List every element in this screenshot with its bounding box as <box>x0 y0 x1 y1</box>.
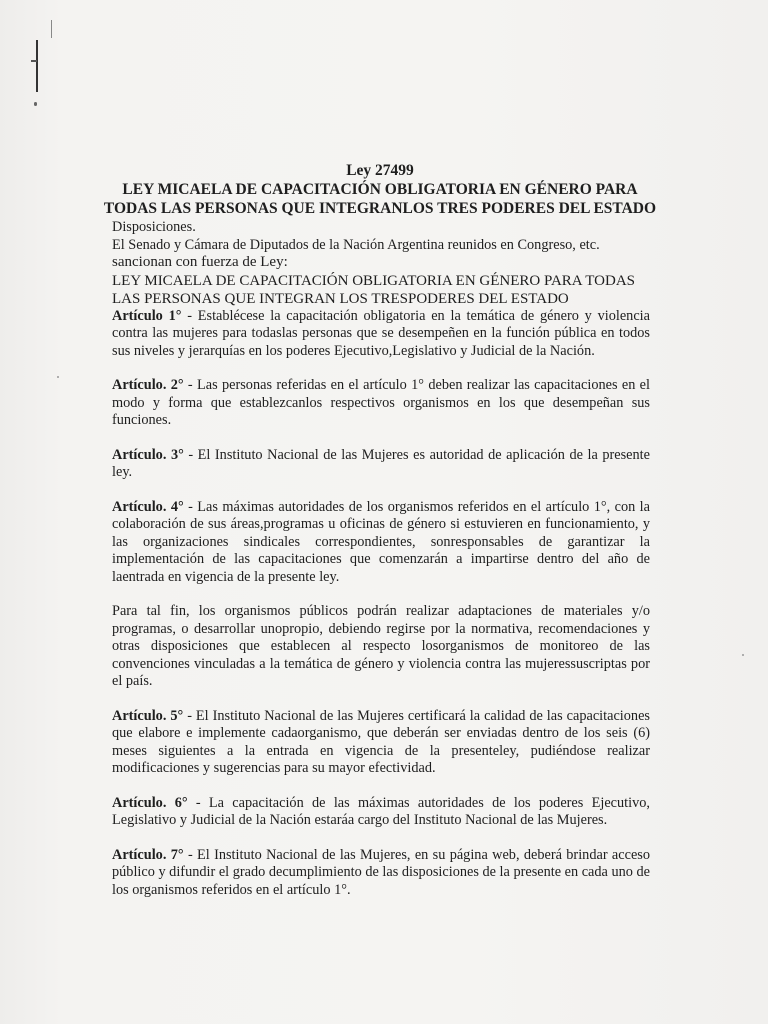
scan-speck <box>57 376 59 378</box>
repeated-title-line-2: LAS PERSONAS QUE INTEGRAN LOS TRESPODERES DEL ESTADO <box>112 290 569 307</box>
article-1 <box>112 308 650 361</box>
law-number: Ley 27499 <box>346 162 414 179</box>
article-text: - La capacitación de las máximas autoridades de los poderes Ejecutivo, Legislativo y Judicial de la Nación estaráa cargo del Instituto Nacional de las Mujeres. <box>112 794 650 828</box>
article-3 <box>112 447 650 482</box>
repeated-title <box>112 272 650 308</box>
disposiciones-label: Disposiciones. <box>112 219 196 235</box>
repeated-title-line-1: LEY MICAELA DE CAPACITACIÓN OBLIGATORIA EN GÉNERO PARA TODAS <box>112 272 636 289</box>
scan-artifact-line-faint <box>51 20 52 38</box>
article-2 <box>112 377 650 430</box>
law-title-line-1: LEY MICAELA DE CAPACITACIÓN OBLIGATORIA EN GÉNERO PARA <box>122 181 638 198</box>
document-body <box>112 219 650 916</box>
article-4-paragraph-2 <box>112 603 650 691</box>
scan-artifact-line <box>36 40 38 92</box>
article-label: Artículo 1° <box>112 307 182 324</box>
article-7 <box>112 847 650 900</box>
article-label: Artículo. 3° <box>112 446 184 463</box>
enactment-line-1: El Senado y Cámara de Diputados de la Nación Argentina reunidos en Congreso, etc. <box>112 236 600 253</box>
article-4 <box>112 499 650 587</box>
paragraph-text: Para tal fin, los organismos públicos podrán realizar adaptaciones de materiales y/o programas, o desarrollar unopropio, debiendo regirse por la normativa, recomendaciones y otras disposiciones que establecen al respecto losorganismos de monitoreo de las convenciones vinculadas a la temática de género y violencia contra las mujeressuscriptas por el país. <box>112 603 650 689</box>
article-5 <box>112 708 650 778</box>
article-text: - Establécese la capacitación obligatoria en la temática de género y violencia contra las mujeres para todaslas personas que se desempeñen en la función pública en todos sus niveles y jerarquías en los poderes Ejecutivo,Legislativo y Judicial de la Nación. <box>112 307 650 359</box>
article-text: - El Instituto Nacional de las Mujeres, en su página web, deberá brindar acceso público y difundir el grado decumplimiento de las disposiciones de la presente en cada uno de los organismos referidos en el artículo 1°. <box>112 846 651 898</box>
article-text: - El Instituto Nacional de las Mujeres es autoridad de aplicación de la presente ley. <box>112 446 650 480</box>
scan-speck <box>742 654 744 656</box>
article-6 <box>112 795 650 830</box>
scan-artifact-dot <box>34 102 37 106</box>
document-header <box>100 161 660 218</box>
scan-artifact-tick <box>31 60 37 62</box>
enactment-line-2: sancionan con fuerza de Ley: <box>112 254 288 270</box>
article-text: - Las personas referidas en el artículo 1° deben realizar las capacitaciones en el modo y forma que establezcanlos respectivos organismos en los que desempeñan sus funciones. <box>112 377 650 428</box>
article-label: Artículo. 5° <box>112 707 184 724</box>
article-label: Artículo. 2° <box>112 377 184 393</box>
article-label: Artículo. 6° <box>112 794 188 811</box>
law-title-line-2: TODAS LAS PERSONAS QUE INTEGRANLOS TRES PODERES DEL ESTADO <box>103 200 657 217</box>
article-label: Artículo. 4° <box>112 498 184 515</box>
article-label: Artículo. 7° <box>112 846 184 863</box>
article-text: - El Instituto Nacional de las Mujeres certificará la calidad de las capacitaciones que elabore e implemente cadaorganismo, que deberán ser enviadas dentro de los seis (6) meses siguientes a la entrada en vigencia de la presenteley, pudiéndose realizar modificaciones y sugerencias para su mayor efectividad. <box>112 707 650 776</box>
article-text: - Las máximas autoridades de los organismos referidos en el artículo 1°, con la colaboración de sus áreas,programas u oficinas de género si estuvieren en funcionamiento, y las organizaciones sindicales correspondientes, sonresponsables de garantizar la implementación de las capacitaciones que comenzarán a impartirse dentro del año de laentrada en vigencia de la presente ley. <box>112 498 650 585</box>
